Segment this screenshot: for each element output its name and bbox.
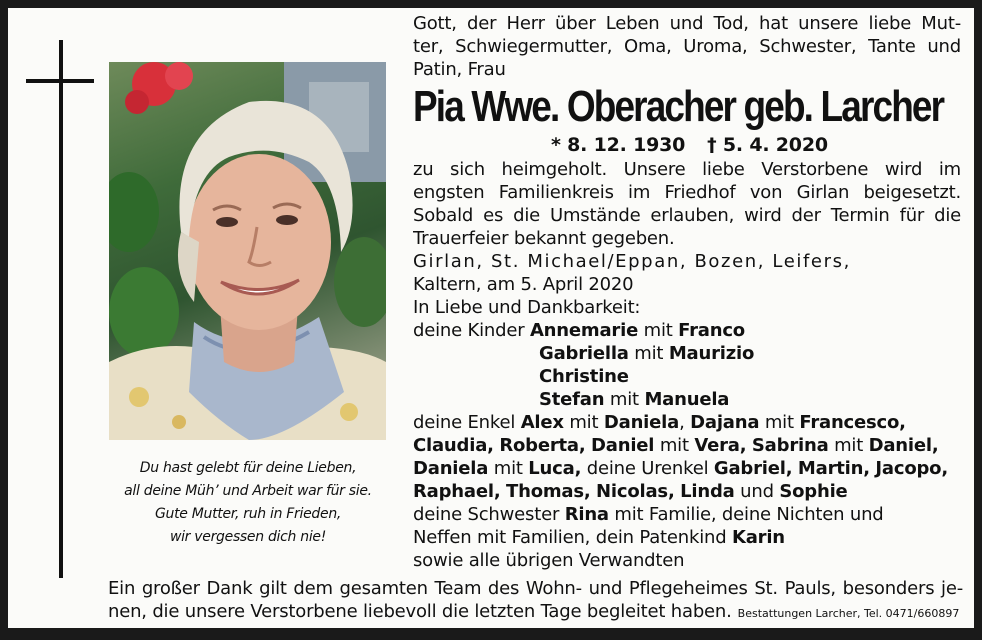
godchild-prefix: Neffen mit Familien, dein Patenkind: [413, 527, 727, 548]
deceased-name: Pia Wwe. Oberacher geb. Larcher: [413, 82, 944, 131]
connector: mit: [659, 435, 689, 456]
child-name: Gabriella: [539, 343, 629, 364]
memorial-quote: [108, 457, 388, 549]
intro-line: ter, Schwiegermutter, Oma, Uroma, Schwester, Tante und: [413, 36, 961, 57]
children-row: [413, 342, 961, 365]
child-partner: Maurizio: [668, 343, 755, 364]
gratitude-line: In Liebe und Dankbarkeit:: [413, 297, 641, 318]
connector: mit: [834, 435, 864, 456]
sister-prefix: deine Schwester: [413, 504, 560, 525]
quote-line: wir vergessen dich nie!: [169, 529, 327, 545]
connector: mit: [634, 343, 664, 364]
connector: und: [740, 481, 774, 502]
great-grandchild-name: Martin,: [797, 458, 870, 479]
grandchild-name: Dajana: [690, 412, 760, 433]
grandchildren-line: deine Enkel Alex mit Daniela, Dajana mit Francesco,: [413, 412, 906, 433]
great-grandchild-name: Jacopo,: [875, 458, 948, 479]
great-grandchild-name: Nicolas,: [596, 481, 675, 502]
great-grandchild-name: Linda: [680, 481, 735, 502]
sister-name: Rina: [564, 504, 609, 525]
thanks-text: nen, die unsere Verstorbene liebevoll die letzten Tage begleitet haben.: [108, 601, 732, 622]
great-grandchild-name: Gabriel,: [713, 458, 793, 479]
child-name: Annemarie: [529, 320, 639, 341]
grandchild-name: Roberta,: [499, 435, 586, 456]
intro-line: Patin, Frau: [413, 59, 506, 80]
grandchildren-line: [413, 434, 961, 457]
obituary-text: [413, 12, 961, 572]
grandchildren-line: [413, 457, 961, 480]
quote-line: Gute Mutter, ruh in Frieden,: [154, 506, 342, 522]
thanks-line: [108, 600, 963, 625]
children-row: [413, 319, 961, 342]
grandchild-partner: Daniela: [603, 412, 680, 433]
relatives-line: [413, 526, 961, 549]
great-grandchildren-prefix: deine Urenkel: [586, 458, 709, 479]
child-name: Christine: [539, 366, 629, 387]
godchild-name: Karin: [731, 527, 785, 548]
death-date: † 5. 4. 2020: [707, 134, 828, 156]
relatives-line: [413, 503, 961, 526]
sister-suffix: mit Familie, deine Nichten und: [614, 504, 884, 525]
grandchild-name: Daniela: [413, 458, 489, 479]
grandchild-name: Daniel: [591, 435, 655, 456]
cross-horizontal-bar: [26, 79, 94, 83]
birth-date: * 8. 12. 1930: [551, 134, 686, 156]
great-grandchild-name: Raphael,: [413, 481, 501, 502]
grandchild-partner: Francesco,: [799, 412, 906, 433]
connector: mit: [609, 389, 639, 410]
relatives-line: sowie alle übrigen Verwandten: [413, 550, 685, 571]
grandchild-partner: Luca,: [528, 458, 582, 479]
message-line: Sobald es die Umstände erlauben, wird der Termin für die: [413, 205, 961, 226]
funeral-home-credit: Bestattungen Larcher, Tel. 0471/660897: [737, 607, 960, 620]
intro-line: Gott, der Herr über Leben und Tod, hat unsere liebe Mut-: [413, 13, 961, 34]
grandchildren-prefix: deine Enkel: [413, 412, 516, 433]
cross-vertical-bar: [59, 40, 63, 578]
portrait-photo: [109, 62, 386, 440]
portrait-illustration: [109, 62, 386, 440]
grandchild-partner: Daniel,: [868, 435, 939, 456]
grandchild-name: Alex: [520, 412, 564, 433]
child-partner: Manuela: [644, 389, 730, 410]
grandchildren-line: [413, 480, 961, 503]
connector: mit: [764, 412, 794, 433]
child-partner: Franco: [678, 320, 745, 341]
grandchild-partner: Vera,: [694, 435, 747, 456]
child-name: Stefan: [539, 389, 605, 410]
children-row: [413, 365, 961, 388]
message-line: engsten Familienkreis im Friedhof von Girlan beigesetzt.: [413, 182, 961, 203]
connector: mit: [493, 458, 523, 479]
children-prefix: deine Kinder: [413, 320, 525, 341]
connector: mit: [569, 412, 599, 433]
thanks-line: Ein großer Dank gilt dem gesamten Team des Wohn- und Pflegeheimes St. Pauls, besonders je-: [108, 578, 963, 599]
place-line: Girlan, St. Michael/Eppan, Bozen, Leifers,: [413, 251, 851, 272]
connector: mit: [643, 320, 673, 341]
quote-line: all deine Müh’ und Arbeit war für sie.: [124, 483, 372, 499]
thanks-footer: [108, 577, 963, 625]
great-grandchild-name: Thomas,: [506, 481, 591, 502]
place-line: Kaltern, am 5. April 2020: [413, 274, 634, 295]
obituary-notice: [8, 8, 974, 628]
great-grandchild-name: Sophie: [779, 481, 848, 502]
message-line: Trauerfeier bekannt gegeben.: [413, 228, 675, 249]
children-row: [413, 388, 961, 411]
grandchild-name: Sabrina: [751, 435, 829, 456]
quote-line: Du hast gelebt für deine Lieben,: [139, 460, 357, 476]
message-line: zu sich heimgeholt. Unsere liebe Verstorbene wird im: [413, 159, 961, 180]
life-dates: [413, 134, 961, 157]
grandchild-name: Claudia,: [413, 435, 494, 456]
